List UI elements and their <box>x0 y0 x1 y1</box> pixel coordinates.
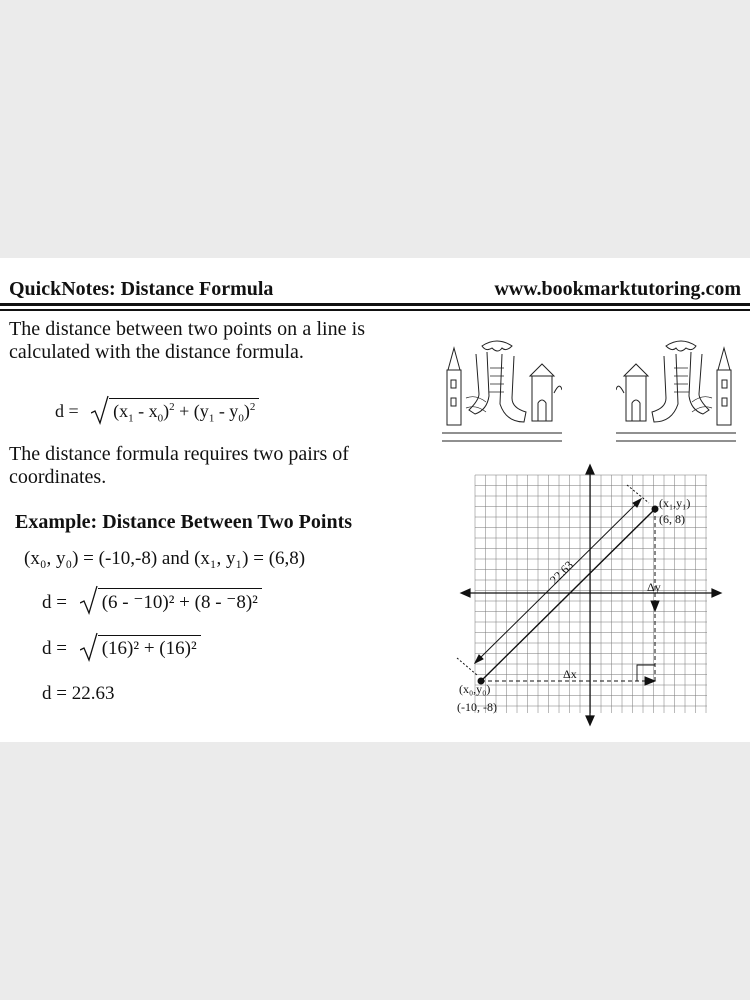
distance-formula <box>55 398 259 425</box>
distance-label: 22.63 <box>546 558 576 588</box>
example-result: d = 22.63 <box>42 683 115 704</box>
formula-radicand: $(x_1 - x_0)^2 + (y_1 - y_0)^2$ <box>109 398 259 425</box>
header-rule-thin <box>0 309 750 311</box>
point1-coords-label: (6, 8) <box>659 512 685 526</box>
point-p1 <box>652 506 658 512</box>
requirement-paragraph: The distance formula requires two pairs of coordinates. <box>9 443 349 488</box>
dy-arrow-icon <box>651 601 659 611</box>
segment-p0-p1 <box>481 509 655 681</box>
website-url[interactable]: www.bookmarktutoring.com <box>494 278 741 300</box>
ext-line-lower <box>457 658 477 675</box>
example-step-2: d = (16)² + (16)² <box>42 635 201 660</box>
dx-label: Δx <box>563 667 577 681</box>
radical-sign-icon <box>80 585 98 615</box>
graph-grid <box>475 475 707 713</box>
y-axis-up-arrow-icon <box>586 465 594 474</box>
x-axis-right-arrow-icon <box>712 589 721 597</box>
coordinate-graph <box>455 463 725 728</box>
y-axis-down-arrow-icon <box>586 716 594 725</box>
point0-coords-label: (-10, -8) <box>457 700 497 714</box>
point1-name-label: (x₁,y₁) <box>659 496 691 510</box>
house-sketch-right-image <box>616 338 736 448</box>
quicknotes-sheet <box>0 258 750 742</box>
x-axis-left-arrow-icon <box>461 589 470 597</box>
dy-label: Δy <box>647 580 661 594</box>
formula-radical <box>91 398 259 425</box>
intro-paragraph: The distance between two points on a line is calculated with the distance formula. <box>9 318 365 363</box>
page-title: QuickNotes: Distance Formula <box>9 278 274 300</box>
example-points: (x₀, y₀) = (-10,-8) and (x₁, y₁) = (6,8) <box>24 548 306 569</box>
example-title: Example: Distance Between Two Points <box>15 511 353 533</box>
house-sketch-left-image <box>442 338 562 448</box>
formula-lhs: d = <box>55 401 79 421</box>
radical-sign-icon <box>91 395 109 425</box>
example-step-1: d = (6 - ⁻10)² + (8 - ⁻8)² <box>42 588 262 614</box>
header-rule-thick <box>0 303 750 306</box>
radical-sign-icon <box>80 632 98 662</box>
point0-name-label: (x₀,y₀) <box>459 682 491 696</box>
